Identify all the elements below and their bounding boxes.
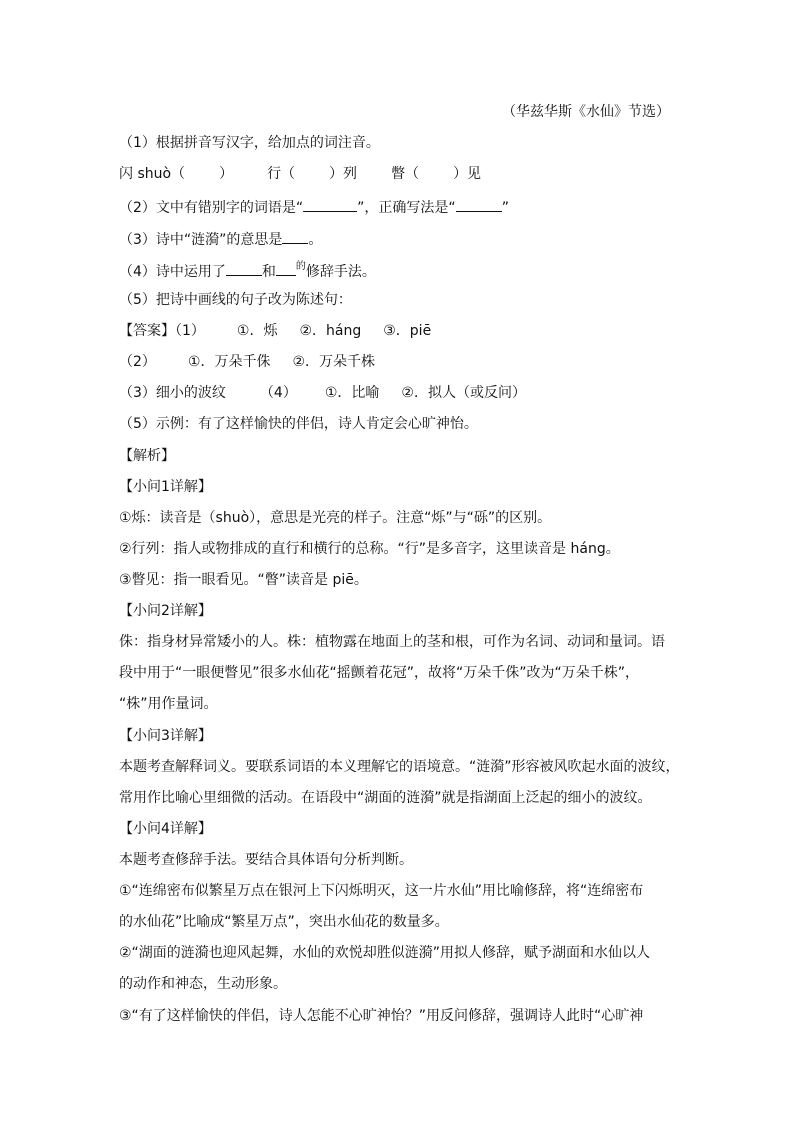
- answer-4-2: ②．拟人（或反问）: [401, 385, 526, 401]
- q3-text-a: （3）诗中“涟漪”的意思是: [119, 232, 283, 248]
- question-1-items: [119, 164, 679, 184]
- section-4-line: ①“连绵密布似繁星万点在银河上下闪烁明灭，这一片水仙”用比喻修辞，将“连绵密布: [119, 883, 644, 899]
- question-3: [119, 229, 679, 250]
- answer-3: （3）细小的波纹: [119, 385, 226, 401]
- section-1-line: ①烁：读音是（shuò），意思是光亮的样子。注意“烁”与“砾”的区别。: [119, 510, 552, 526]
- section-4-line: 本题考查修辞手法。要结合具体语句分析判断。: [119, 852, 413, 868]
- question-2: [119, 197, 679, 218]
- answer-4-head: （4）: [259, 385, 297, 401]
- section-1-heading: 【小问1详解】: [119, 479, 212, 495]
- section-1-line: ②行列：指人或物排成的直行和横行的总称。“行”是多音字，这里读音是 háng。: [119, 541, 620, 557]
- source-citation: （华兹华斯《水仙》节选）: [502, 104, 670, 120]
- section-2-line: 侏：指身材异常矮小的人。株：植物露在地面上的茎和根，可作为名词、动词和量词。语: [119, 634, 665, 650]
- section-2-line: 段中用于“一眼便瞥见”很多水仙花“摇颤着花冠”，故将“万朵千侏”改为“万朵千株”，: [119, 665, 640, 681]
- answer-head: 【答案】（1）: [119, 323, 205, 339]
- answer-1: [119, 321, 679, 341]
- answer-2-2: ②．万朵千株: [292, 354, 376, 370]
- section-3-line: 本题考查解释词义。要联系词语的本义理解它的语境意。“涟漪”形容被风吹起水面的波纹，: [119, 759, 680, 775]
- question-4: [119, 261, 679, 284]
- q1-item-hang: 行（: [267, 166, 296, 182]
- q1-item-pie: 瞥（: [391, 166, 420, 182]
- section-2-heading: 【小问2详解】: [119, 603, 212, 619]
- q2-blank-2[interactable]: [456, 197, 502, 212]
- answer-4-1: ①．比喻: [324, 385, 380, 401]
- section-2-line: “株”用作量词。: [119, 696, 218, 712]
- answer-3-4: [119, 383, 679, 403]
- q1-item-jian: ）见: [453, 166, 482, 182]
- q1-item-lie: ）列: [329, 166, 358, 182]
- answer-5: （5）示例：有了这样愉快的伴侣，诗人肯定会心旷神怡。: [119, 416, 478, 432]
- q2-blank-1[interactable]: [303, 197, 357, 212]
- q4-text-c: 修辞手法。: [305, 264, 376, 280]
- answer-2-1: ①．万朵千侏: [187, 354, 271, 370]
- q4-text-a: （4）诗中运用了: [119, 264, 226, 280]
- q4-text-b: 和: [261, 264, 276, 280]
- q3-blank[interactable]: [282, 229, 308, 244]
- question-1: （1）根据拼音写汉字，给加点的词注音。: [119, 135, 380, 151]
- section-1-line: ③瞥见：指一眼看见。“瞥”读音是 piē。: [119, 572, 368, 588]
- q4-blank-2[interactable]: [276, 261, 296, 276]
- section-4-line: ②“湖面的涟漪也迎风起舞，水仙的欢悦却胜似涟漪”用拟人修辞，赋予湖面和水仙以人: [119, 945, 651, 961]
- q3-text-b: 。: [308, 232, 323, 248]
- q2-text-a: （2）文中有错别字的词语是“: [119, 200, 304, 216]
- answer-2-head: （2）: [119, 354, 156, 370]
- question-5: （5）把诗中画线的句子改为陈述句：: [119, 292, 352, 308]
- q4-blank-1[interactable]: [226, 261, 262, 276]
- answer-2: [119, 352, 679, 372]
- answer-1-1: ①．烁: [236, 323, 278, 339]
- q2-text-c: ”: [501, 200, 509, 216]
- q4-superscript: 的: [295, 261, 306, 272]
- section-3-line: 常用作比喻心里细微的活动。在语段中“湖面的涟漪”就是指湖面上泛起的细小的波纹。: [119, 790, 652, 806]
- section-3-heading: 【小问3详解】: [119, 728, 212, 744]
- q2-text-b: ”，正确写法是“: [357, 200, 456, 216]
- section-4-line: 的水仙花”比喻成“繁星万点”，突出水仙花的数量多。: [119, 914, 449, 930]
- analysis-heading: 【解析】: [119, 448, 175, 464]
- section-4-heading: 【小问4详解】: [119, 821, 212, 837]
- q1-item-shuo: 闪 shuò（: [119, 166, 186, 182]
- answer-1-2: ②．háng: [299, 323, 362, 339]
- section-4-line: 的动作和神态，生动形象。: [119, 976, 287, 992]
- section-4-line: ③“有了这样愉快的伴侣，诗人怎能不心旷神怡？”用反问修辞，强调诗人此时“心旷神: [119, 1008, 644, 1024]
- answer-1-3: ③．piē: [383, 323, 432, 339]
- q1-item-close-paren: ）: [219, 166, 234, 182]
